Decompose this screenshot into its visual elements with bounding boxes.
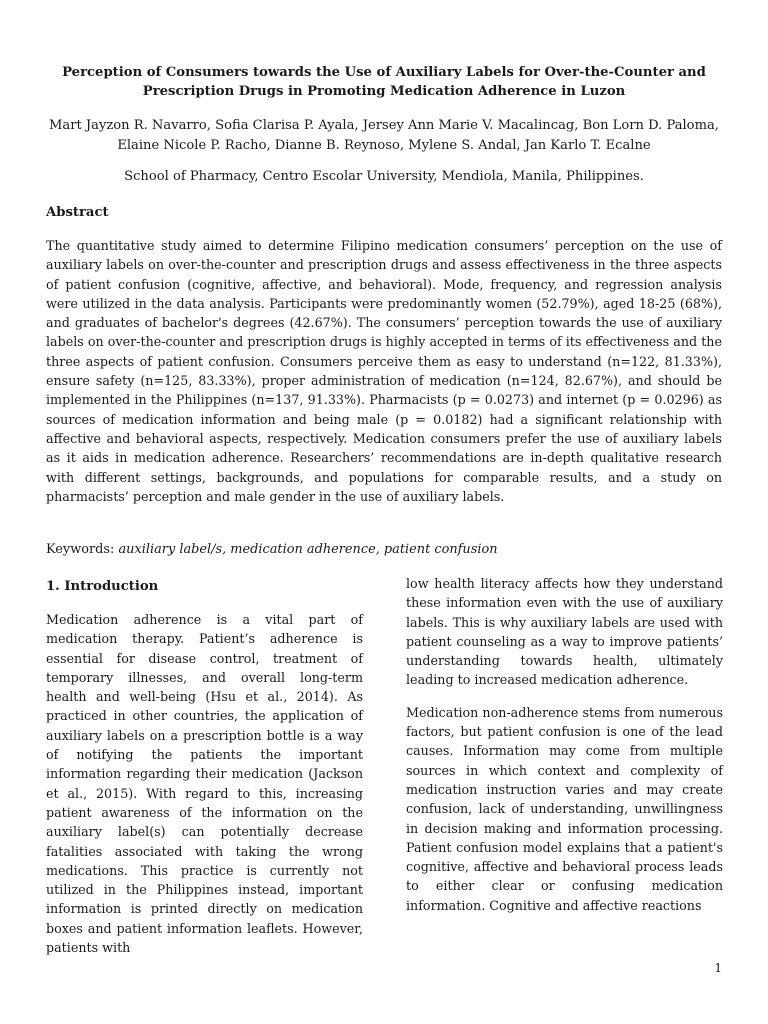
paper-title: Perception of Consumers towards the Use of Auxiliary Labels for Over-the-Counter and Prescription Drugs in Promoting Medication Adherence in Luzon xyxy=(62,65,706,99)
right-column xyxy=(406,574,723,915)
page-number: 1 xyxy=(714,961,722,975)
abstract-heading: Abstract xyxy=(46,205,109,220)
abstract-body: The quantitative study aimed to determine Filipino medication consumers’ perception on the use of auxiliary labels on over-the-counter and prescription drugs and assess effectiveness in the three aspects of patient confusion (cognitive, affective, and behavioral). Mode, frequency, and regression analysis were utilized in the data analysis. Participants were predominantly women (52.79%), aged 18-25 (68%), and graduates of bachelor's degrees (42.67%). The consumers’ perception towards the use of auxiliary labels on over-the-counter and prescription drugs is highly accepted in terms of its effectiveness and the three aspects of patient confusion. Consumers perceive them as easy to understand (n=122, 81.33%), ensure safety (n=125, 83.33%), proper administration of medication (n=124, 82.67%), and should be implemented in the Philippines (n=137, 91.33%). Pharmacists (p = 0.0273) and internet (p = 0.0296) as sources of medication information and being male (p = 0.0182) had a significant relationship with affective and behavioral aspects, respectively. Medication consumers prefer the use of auxiliary labels as it aids in medication adherence. Researchers’ recommendations are in-depth qualitative research with different settings, backgrounds, and populations for comparable results, and a study on pharmacists’ perception and male gender in the use of auxiliary labels. xyxy=(46,238,722,504)
author-list: Mart Jayzon R. Navarro, Sofia Clarisa P. Ayala, Jersey Ann Marie V. Macalincag, Bon Lorn D. Paloma, Elaine Nicole P. Racho, Dianne B. Reynoso, Mylene S. Andal, Jan Karlo T. Ecalne xyxy=(49,118,719,153)
intro-paragraph-2: low health literacy affects how they understand these information even with the use of auxiliary labels. This is why auxiliary labels are used with patient counseling as a way to improve patients’ understanding towards health, ultimately leading to increased medication adherence. xyxy=(406,576,723,688)
affiliation: School of Pharmacy, Centro Escolar University, Mendiola, Manila, Philippines. xyxy=(124,169,644,184)
keywords-label: Keywords: xyxy=(46,542,115,557)
intro-paragraph-1: Medication adherence is a vital part of medication therapy. Patient’s adherence is essential for disease control, treatment of temporary illnesses, and overall long-term health and well-being (Hsu et al., 2014). As practiced in other countries, the application of auxiliary labels on a prescription bottle is a way of notifying the patients the important information regarding their medication (Jackson et al., 2015). With regard to this, increasing patient awareness of the information on the auxiliary label(s) can potentially decrease fatalities associated with taking the wrong medications. This practice is currently not utilized in the Philippines instead, important information is printed directly on medication boxes and patient information leaflets. However, patients with xyxy=(46,612,363,956)
section-heading-introduction: 1. Introduction xyxy=(46,579,159,594)
left-column xyxy=(46,574,363,957)
keywords-terms: auxiliary label/s, medication adherence, patient confusion xyxy=(118,542,498,557)
intro-paragraph-3: Medication non-adherence stems from numerous factors, but patient confusion is one of the lead causes. Information may come from multiple sources in which context and complexity of medication instruction varies and may create confusion, lack of understanding, unwillingness in decision making and information processing. Patient confusion model explains that a patient's cognitive, affective and behavioral process leads to either clear or confusing medication information. Cognitive and affective reactions xyxy=(406,704,723,913)
keywords-line xyxy=(46,540,722,560)
